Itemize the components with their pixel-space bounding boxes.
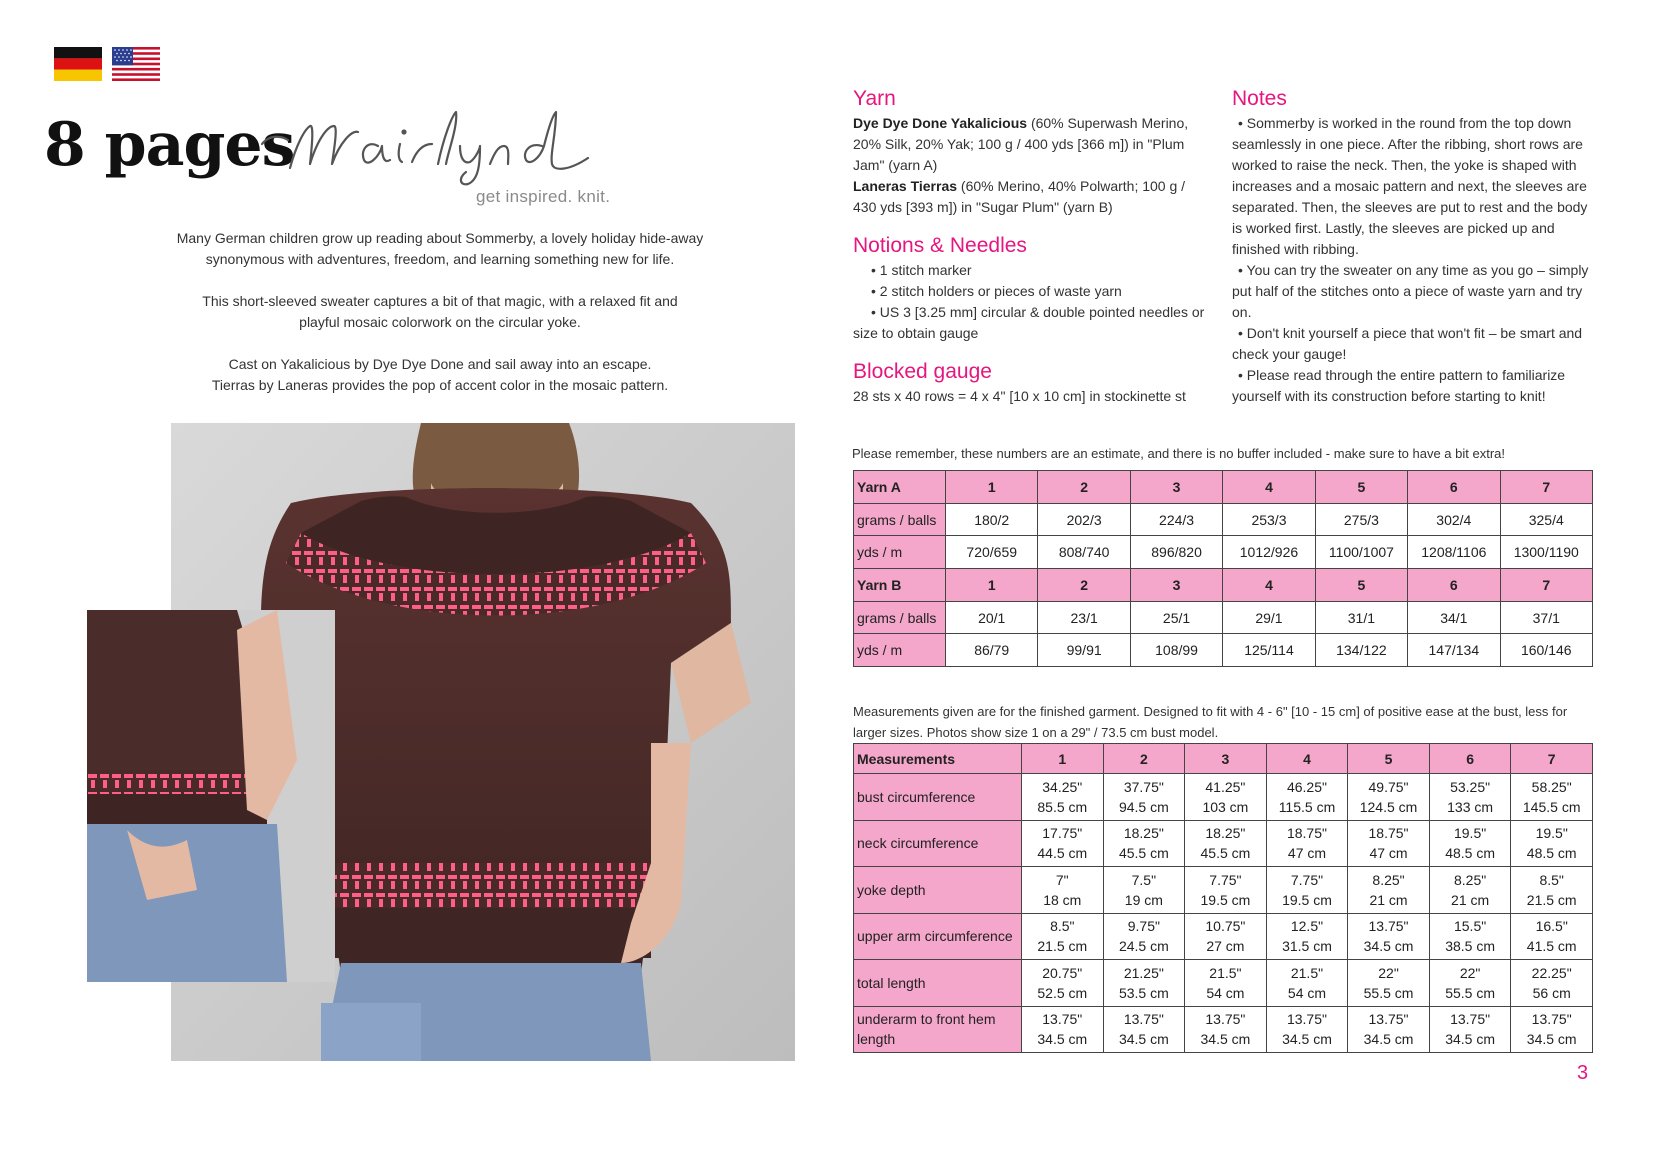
note-item: • Don't knit yourself a piece that won't fit – be smart and check your gauge! xyxy=(1232,325,1583,362)
inch-value: 13.75" xyxy=(1450,1011,1491,1028)
cm-value: 19.5 cm xyxy=(1282,891,1332,908)
page-number: 3 xyxy=(1577,1062,1589,1084)
intro-paragraph-1 xyxy=(140,228,740,270)
yarn-header-cell: Yarn B xyxy=(854,569,946,602)
inch-value: 37.75" xyxy=(1123,778,1164,795)
notion-item: • 2 stitch holders or pieces of waste yarn xyxy=(871,283,1122,299)
inch-value: 15.5" xyxy=(1453,918,1487,935)
cm-value: 27 cm xyxy=(1206,938,1245,955)
gauge-text: 28 sts x 40 rows = 4 x 4" [10 x 10 cm] in stockinette st xyxy=(853,388,1186,404)
table-cell: 180/2 xyxy=(946,503,1038,536)
intro-paragraph-3 xyxy=(140,354,740,396)
size-header-cell: 1 xyxy=(946,471,1038,504)
table-row xyxy=(854,503,1593,536)
size-header-cell: 7 xyxy=(1500,569,1592,602)
notes-title: Notes xyxy=(1232,87,1287,110)
row-label-cell: grams / balls xyxy=(854,503,946,536)
inch-value: 18.25" xyxy=(1123,825,1164,842)
table-cell xyxy=(1022,913,1104,960)
inch-value: 7" xyxy=(1055,871,1069,888)
inch-value: 9.75" xyxy=(1127,918,1160,935)
inch-value: 21.5" xyxy=(1290,964,1324,981)
inch-value: 7.75" xyxy=(1209,871,1242,888)
yarn-header-cell: Yarn A xyxy=(854,471,946,504)
table-cell: 20/1 xyxy=(946,601,1038,634)
inch-value: 16.5" xyxy=(1535,918,1568,935)
yarn-b-details: (60% Merino, 40% Polwarth; 100 g / 430 yds [393 m]) in "Sugar Plum" (yarn B) xyxy=(853,178,1186,215)
table-row xyxy=(854,867,1593,914)
table-cell: 1100/1007 xyxy=(1315,536,1407,569)
cm-value: 54 cm xyxy=(1287,984,1327,1001)
size-header-cell: 6 xyxy=(1429,744,1511,774)
size-header-cell: 3 xyxy=(1185,744,1267,774)
inch-value: 12.5" xyxy=(1290,918,1324,935)
cm-value: 45.5 cm xyxy=(1200,845,1251,862)
cm-value: 52.5 cm xyxy=(1037,984,1088,1001)
table-row xyxy=(854,634,1593,667)
table-cell xyxy=(1266,820,1348,867)
cm-value: 55.5 cm xyxy=(1445,984,1495,1001)
table-cell xyxy=(1429,1006,1511,1053)
inch-value: 13.75" xyxy=(1368,1011,1409,1028)
table-cell: 29/1 xyxy=(1223,601,1315,634)
table-row xyxy=(854,960,1593,1007)
inch-value: 8.25" xyxy=(1453,871,1487,888)
intro-line: Tierras by Laneras provides the pop of accent color in the mosaic pattern. xyxy=(211,377,669,393)
size-header-cell: 3 xyxy=(1130,569,1222,602)
table-cell xyxy=(1022,960,1104,1007)
cm-value: 38.5 cm xyxy=(1445,938,1495,955)
table-cell xyxy=(1348,960,1430,1007)
size-header-cell: 5 xyxy=(1315,569,1407,602)
cm-value: 21.5 cm xyxy=(1037,938,1088,955)
cm-value: 34.5 cm xyxy=(1118,1031,1169,1048)
inch-value: 8.5" xyxy=(1050,918,1075,935)
table-cell: 896/820 xyxy=(1130,536,1222,569)
table-cell xyxy=(1185,960,1267,1007)
table-cell: 808/740 xyxy=(1038,536,1130,569)
inch-value: 34.25" xyxy=(1042,778,1083,795)
cm-value: 53.5 cm xyxy=(1118,984,1169,1001)
table-cell: 37/1 xyxy=(1500,601,1592,634)
gauge-title: Blocked gauge xyxy=(853,360,992,383)
inch-value: 58.25" xyxy=(1531,778,1572,795)
yarn-a-details: (60% Superwash Merino, 20% Silk, 20% Yak; 100 g / 400 yds [366 m]) in "Plum Jam" (yarn A) xyxy=(853,115,1189,173)
intro-line: This short-sleeved sweater captures a bit of that magic, with a relaxed fit and xyxy=(202,293,678,309)
cm-value: 145.5 cm xyxy=(1522,798,1581,815)
table-cell xyxy=(1266,774,1348,821)
table-cell: 147/134 xyxy=(1408,634,1500,667)
intro-line: playful mosaic colorwork on the circular yoke. xyxy=(299,314,581,330)
table-row xyxy=(854,913,1593,960)
size-header-cell: 5 xyxy=(1315,471,1407,504)
size-header-cell: 3 xyxy=(1130,471,1222,504)
inch-value: 13.75" xyxy=(1205,1011,1246,1028)
size-header-cell: 2 xyxy=(1038,569,1130,602)
yarn-estimate-note: Please remember, these numbers are an estimate, and there is no buffer included - make sure to have a bit extra! xyxy=(852,446,1506,461)
size-header-cell: 7 xyxy=(1500,471,1592,504)
inch-value: 21.5" xyxy=(1209,964,1242,981)
cm-value: 85.5 cm xyxy=(1037,798,1088,815)
cm-value: 103 cm xyxy=(1202,798,1249,815)
cm-value: 94.5 cm xyxy=(1118,798,1169,815)
table-cell xyxy=(1266,1006,1348,1053)
page-count-title: 8 pages xyxy=(44,110,295,180)
inch-value: 19.5" xyxy=(1535,825,1568,842)
table-cell xyxy=(1022,1006,1104,1053)
inch-value: 13.75" xyxy=(1531,1011,1572,1028)
cm-value: 48.5 cm xyxy=(1445,845,1495,862)
table-cell xyxy=(1511,867,1593,914)
table-cell: 302/4 xyxy=(1408,503,1500,536)
size-header-cell: 1 xyxy=(946,569,1038,602)
notion-item-text: • US 3 [3.25 mm] circular & double pointed needles or size to obtain gauge xyxy=(853,304,1205,341)
inch-value: 53.25" xyxy=(1450,778,1491,795)
table-cell: 1300/1190 xyxy=(1500,536,1592,569)
cm-value: 19 cm xyxy=(1124,891,1163,908)
table-cell: 25/1 xyxy=(1130,601,1222,634)
yarn-b-description xyxy=(853,176,1208,218)
inch-value: 8.5" xyxy=(1539,871,1564,888)
cm-value: 34.5 cm xyxy=(1445,1031,1495,1048)
cm-value: 47 cm xyxy=(1369,845,1408,862)
row-label-cell: total length xyxy=(854,960,1022,1007)
row-label-cell: neck circumference xyxy=(854,820,1022,867)
size-header-cell: 6 xyxy=(1408,569,1500,602)
cm-value: 115.5 cm xyxy=(1278,798,1336,815)
notion-item xyxy=(853,302,1208,344)
inch-value: 41.25" xyxy=(1205,778,1246,795)
note-item: • Please read through the entire pattern to familiarize yourself with its construction before starting to knit! xyxy=(1232,367,1566,404)
table-cell: 720/659 xyxy=(946,536,1038,569)
inch-value: 7.75" xyxy=(1290,871,1324,888)
row-label-cell: yoke depth xyxy=(854,867,1022,914)
cm-value: 45.5 cm xyxy=(1118,845,1169,862)
cm-value: 21 cm xyxy=(1451,891,1490,908)
cm-value: 47 cm xyxy=(1287,845,1327,862)
cm-value: 48.5 cm xyxy=(1526,845,1577,862)
cm-value: 34.5 cm xyxy=(1526,1031,1577,1048)
table-row xyxy=(854,536,1593,569)
inch-value: 7.5" xyxy=(1131,871,1157,888)
cm-value: 34.5 cm xyxy=(1363,938,1414,955)
table-header-row xyxy=(854,471,1593,504)
size-header-cell: 2 xyxy=(1103,744,1185,774)
measurements-header-cell: Measurements xyxy=(854,744,1022,774)
cm-value: 56 cm xyxy=(1532,984,1571,1001)
inch-value: 19.5" xyxy=(1453,825,1487,842)
cm-value: 124.5 cm xyxy=(1359,798,1418,815)
note-item: • Sommerby is worked in the round from the top down seamlessly in one piece. After the ribbing, short rows are worked to raise the neck. Then, the yoke is shaped with increases and a mosaic pattern and next, the sleeves are separated. Then, the sleeves are put to rest and the body is worked first. Lastly, the sleeves are picked up and finished with ribbing. xyxy=(1232,115,1588,257)
cm-value: 133 cm xyxy=(1447,798,1494,815)
table-cell xyxy=(1022,867,1104,914)
yarn-a-description xyxy=(853,113,1208,176)
row-label-cell: yds / m xyxy=(854,536,946,569)
yarn-b-name: Laneras Tierras xyxy=(853,178,958,194)
table-cell: 108/99 xyxy=(1130,634,1222,667)
table-cell xyxy=(1103,867,1185,914)
table-cell xyxy=(1429,820,1511,867)
cm-value: 18 cm xyxy=(1043,891,1082,908)
table-cell xyxy=(1266,960,1348,1007)
cm-value: 34.5 cm xyxy=(1363,1031,1414,1048)
sweater-front-photo xyxy=(87,610,335,982)
table-cell xyxy=(1348,913,1430,960)
table-cell xyxy=(1185,774,1267,821)
cm-value: 54 cm xyxy=(1206,984,1245,1001)
cm-value: 21 cm xyxy=(1369,891,1408,908)
table-cell: 86/79 xyxy=(946,634,1038,667)
table-cell xyxy=(1429,913,1511,960)
size-header-cell: 4 xyxy=(1223,569,1315,602)
inch-value: 13.75" xyxy=(1042,1011,1083,1028)
mairlynd-logo-icon xyxy=(260,106,590,186)
inch-value: 8.25" xyxy=(1372,871,1405,888)
row-label-cell: bust circumference xyxy=(854,774,1022,821)
inch-value: 10.75" xyxy=(1205,918,1246,935)
size-header-cell: 2 xyxy=(1038,471,1130,504)
inch-value: 46.25" xyxy=(1286,778,1327,795)
table-row xyxy=(854,601,1593,634)
table-row xyxy=(854,1006,1593,1053)
row-label-cell: underarm to front hem length xyxy=(854,1006,1022,1053)
table-cell xyxy=(1511,1006,1593,1053)
inch-value: 22" xyxy=(1378,964,1399,981)
table-cell xyxy=(1185,867,1267,914)
german-flag-icon[interactable] xyxy=(54,47,102,81)
table-cell: 31/1 xyxy=(1315,601,1407,634)
table-cell xyxy=(1103,960,1185,1007)
table-cell: 125/114 xyxy=(1223,634,1315,667)
intro-line: Many German children grow up reading about Sommerby, a lovely holiday hide-away xyxy=(176,230,704,246)
table-cell: 23/1 xyxy=(1038,601,1130,634)
row-label-cell: grams / balls xyxy=(854,601,946,634)
table-cell xyxy=(1266,913,1348,960)
table-cell xyxy=(1185,820,1267,867)
inch-value: 18.25" xyxy=(1205,825,1246,842)
cm-value: 34.5 cm xyxy=(1200,1031,1251,1048)
table-cell xyxy=(1511,774,1593,821)
note-item: • You can try the sweater on any time as you go – simply put half of the stitches onto a piece of waste yarn and try on. xyxy=(1232,262,1589,320)
materials-column xyxy=(853,85,1208,407)
table-cell xyxy=(1429,960,1511,1007)
table-cell xyxy=(1185,913,1267,960)
row-label-cell: yds / m xyxy=(854,634,946,667)
inch-value: 17.75" xyxy=(1042,825,1083,842)
yarn-title: Yarn xyxy=(853,87,896,110)
language-flags xyxy=(54,47,160,81)
table-cell: 99/91 xyxy=(1038,634,1130,667)
row-label-cell: upper arm circumference xyxy=(854,913,1022,960)
table-cell xyxy=(1103,774,1185,821)
notion-item: • 1 stitch marker xyxy=(871,262,972,278)
intro-line: synonymous with adventures, freedom, and learning something new for life. xyxy=(205,251,675,267)
table-cell xyxy=(1429,867,1511,914)
table-cell xyxy=(1022,774,1104,821)
table-cell xyxy=(1348,867,1430,914)
size-header-cell: 5 xyxy=(1348,744,1430,774)
table-cell xyxy=(1185,1006,1267,1053)
table-cell xyxy=(1266,867,1348,914)
intro-line: Cast on Yakalicious by Dye Dye Done and sail away into an escape. xyxy=(228,356,652,372)
size-header-cell: 7 xyxy=(1511,744,1593,774)
table-cell: 1208/1106 xyxy=(1408,536,1500,569)
yarn-requirements-table xyxy=(853,470,1593,667)
table-row xyxy=(854,774,1593,821)
table-header-row xyxy=(854,744,1593,774)
cm-value: 34.5 cm xyxy=(1282,1031,1332,1048)
table-cell: 253/3 xyxy=(1223,503,1315,536)
inch-value: 18.75" xyxy=(1368,825,1409,842)
cm-value: 21.5 cm xyxy=(1526,891,1577,908)
table-row xyxy=(854,820,1593,867)
intro-paragraph-2 xyxy=(140,291,740,333)
table-cell xyxy=(1103,1006,1185,1053)
table-cell xyxy=(1511,820,1593,867)
intro-text xyxy=(140,228,740,417)
size-header-cell: 4 xyxy=(1223,471,1315,504)
cm-value: 19.5 cm xyxy=(1200,891,1251,908)
inch-value: 20.75" xyxy=(1042,964,1083,981)
table-cell xyxy=(1348,774,1430,821)
inch-value: 18.75" xyxy=(1286,825,1327,842)
cm-value: 41.5 cm xyxy=(1526,938,1577,955)
table-cell xyxy=(1511,960,1593,1007)
brand-header xyxy=(44,100,644,210)
yarn-a-name: Dye Dye Done Yakalicious xyxy=(853,115,1028,131)
measurements-intro: Measurements given are for the finished garment. Designed to fit with 4 - 6" [10 - 15 cm] of positive ease at the bust, less for larger sizes. Photos show size 1 on a 29" / 73.5 cm bust model. xyxy=(853,704,1568,740)
table-cell xyxy=(1103,913,1185,960)
cm-value: 34.5 cm xyxy=(1037,1031,1088,1048)
table-cell: 202/3 xyxy=(1038,503,1130,536)
cm-value: 55.5 cm xyxy=(1363,984,1414,1001)
table-header-row xyxy=(854,569,1593,602)
cm-value: 44.5 cm xyxy=(1037,845,1088,862)
inch-value: 21.25" xyxy=(1123,964,1164,981)
notions-title: Notions & Needles xyxy=(853,234,1027,257)
table-cell: 224/3 xyxy=(1130,503,1222,536)
us-flag-icon[interactable] xyxy=(112,47,160,81)
inch-value: 22" xyxy=(1459,964,1481,981)
table-cell: 325/4 xyxy=(1500,503,1592,536)
table-cell: 134/122 xyxy=(1315,634,1407,667)
cm-value: 31.5 cm xyxy=(1282,938,1332,955)
table-cell xyxy=(1348,1006,1430,1053)
inch-value: 13.75" xyxy=(1286,1011,1327,1028)
inch-value: 49.75" xyxy=(1368,778,1409,795)
table-cell: 34/1 xyxy=(1408,601,1500,634)
inch-value: 13.75" xyxy=(1123,1011,1164,1028)
table-cell xyxy=(1103,820,1185,867)
size-header-cell: 1 xyxy=(1022,744,1104,774)
table-cell: 160/146 xyxy=(1500,634,1592,667)
size-header-cell: 4 xyxy=(1266,744,1348,774)
measurements-table xyxy=(853,743,1593,1053)
table-cell xyxy=(1348,820,1430,867)
table-cell xyxy=(1511,913,1593,960)
table-cell xyxy=(1429,774,1511,821)
table-cell xyxy=(1022,820,1104,867)
table-cell: 1012/926 xyxy=(1223,536,1315,569)
inch-value: 13.75" xyxy=(1368,918,1409,935)
size-header-cell: 6 xyxy=(1408,471,1500,504)
notes-column xyxy=(1232,85,1597,407)
table-cell: 275/3 xyxy=(1315,503,1407,536)
cm-value: 24.5 cm xyxy=(1118,938,1169,955)
brand-tagline: get inspired. knit. xyxy=(476,187,611,206)
inch-value: 22.25" xyxy=(1531,964,1572,981)
